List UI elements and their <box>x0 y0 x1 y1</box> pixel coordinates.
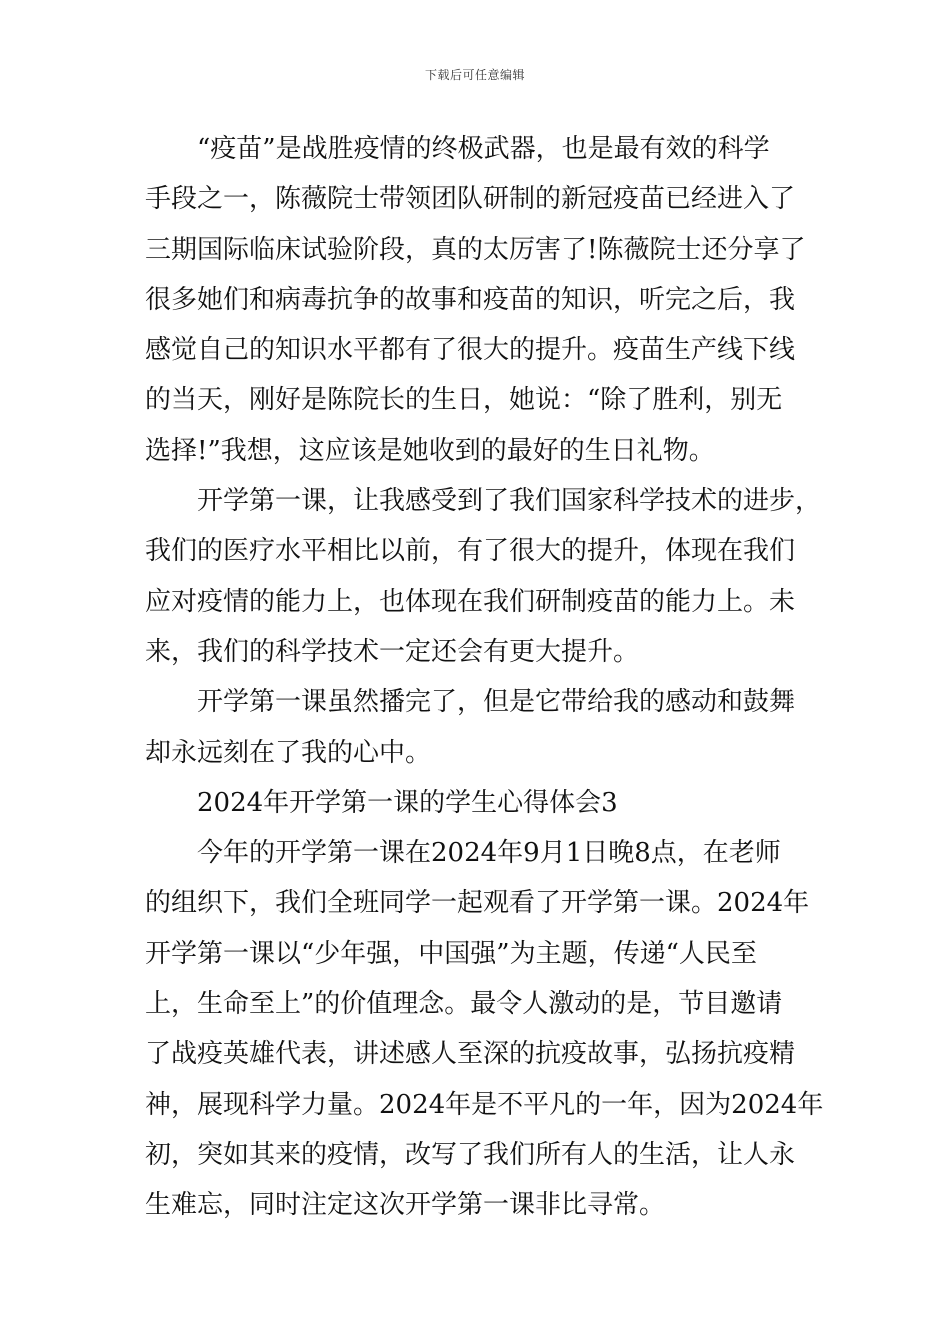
section-heading: 2024年开学第一课的学生心得体会3 <box>197 787 618 818</box>
text-line: 今年的开学第一课在2024年9月1日晚8点，在老师 <box>197 838 781 869</box>
text-line: “疫苗”是战胜疫情的终极武器，也是最有效的科学 <box>197 134 770 164</box>
text-line: 开学第一课虽然播完了，但是它带给我的感动和鼓舞 <box>197 687 796 718</box>
page-header: 下载后可任意编辑 <box>424 68 525 82</box>
text-line: 感觉自己的知识水平都有了很大的提升。疫苗生产线下线 <box>145 335 796 366</box>
text-line: 三期国际临床试验阶段，真的太厉害了!陈薇院士还分享了 <box>145 234 806 265</box>
document-body <box>145 124 824 1231</box>
text-line: 我们的医疗水平相比以前，有了很大的提升，体现在我们 <box>145 536 796 567</box>
text-line: 很多她们和病毒抗争的故事和疫苗的知识，听完之后，我 <box>145 284 796 315</box>
text-line: 初，突如其来的疫情，改写了我们所有人的生活，让人永 <box>145 1139 796 1170</box>
text-line: 选择!”我想，这应该是她收到的最好的生日礼物。 <box>145 435 715 466</box>
text-line: 神，展现科学力量。2024年是不平凡的一年，因为2024年 <box>145 1089 824 1120</box>
text-line: 生难忘，同时注定这次开学第一课非比寻常。 <box>145 1190 666 1221</box>
text-line: 上，生命至上”的价值理念。最令人激动的是，节目邀请 <box>145 989 783 1020</box>
text-line: 来，我们的科学技术一定还会有更大提升。 <box>145 636 640 667</box>
text-line: 开学第一课以“少年强，中国强”为主题，传递“人民至 <box>145 938 757 969</box>
text-line: 应对疫情的能力上，也体现在我们研制疫苗的能力上。未 <box>145 586 796 617</box>
text-line: 却永远刻在了我的心中。 <box>145 737 432 768</box>
text-line: 了战疫英雄代表，讲述感人至深的抗疫故事，弘扬抗疫精 <box>145 1039 796 1070</box>
text-line: 的组织下，我们全班同学一起观看了开学第一课。2024年 <box>145 888 810 919</box>
text-line: 的当天，刚好是陈院长的生日，她说：“除了胜利，别无 <box>145 385 783 416</box>
text-line: 开学第一课，让我感受到了我们国家科学技术的进步， <box>197 486 822 517</box>
text-line: 手段之一，陈薇院士带领团队研制的新冠疫苗已经进入了 <box>145 184 796 215</box>
